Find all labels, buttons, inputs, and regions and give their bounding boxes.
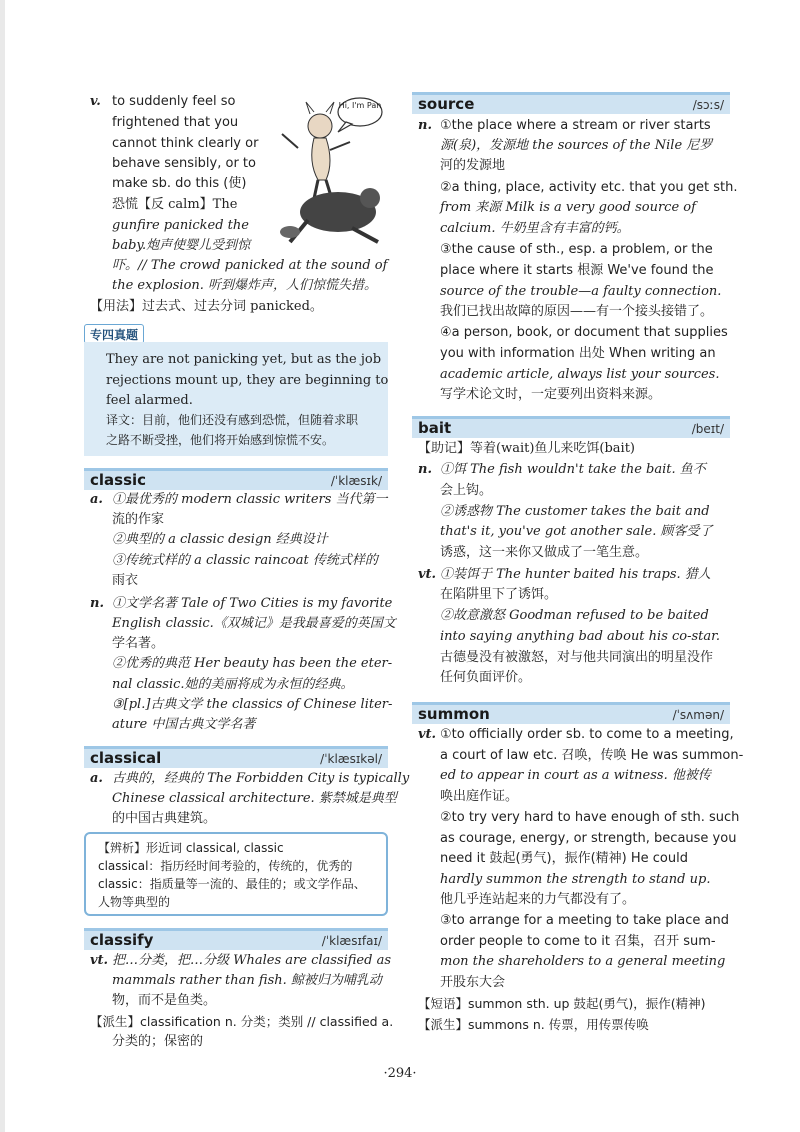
- pan-illustration: [268, 92, 404, 248]
- note-line: classic：指质量等一流的、最佳的；或文学作品、: [98, 877, 366, 891]
- phonetic: /ˈsʌmən/: [672, 708, 724, 722]
- sense-line: 他几乎连站起来的力气都没有了。: [440, 892, 636, 907]
- sense-line: Chinese classical architecture. 紫禁城是典型: [112, 791, 397, 806]
- example-line: 吓。// The crowd panicked at the sound of: [112, 258, 388, 273]
- headword-bar-bait: [412, 416, 730, 438]
- sense-line: from 来源 Milk is a very good source of: [440, 200, 696, 215]
- sense-line: 学名著。: [112, 636, 165, 651]
- sense-line: 雨衣: [112, 573, 139, 588]
- definition-line: frightened that you: [112, 115, 239, 130]
- sense-line: order people to come to it 召集，召开 sum-: [440, 934, 716, 949]
- phonetic: /ˈklæsɪk/: [330, 474, 382, 488]
- pos-label: n.: [418, 118, 432, 133]
- definition-line: cannot think clearly or: [112, 136, 259, 151]
- sense-line: 流的作家: [112, 512, 165, 527]
- sense-line: ature 中国古典文学名著: [112, 717, 256, 732]
- usage-note: 【用法】过去式、过去分词 panicked。: [90, 299, 323, 314]
- pos-label: n.: [90, 596, 104, 611]
- sense-line: ed to appear in court as a witness. 他被传: [440, 768, 711, 783]
- phonetic: /beɪt/: [691, 422, 724, 436]
- sense-line: mammals rather than fish. 鲸被归为哺乳动: [112, 973, 382, 988]
- pos-label: a.: [90, 492, 103, 507]
- headword: source: [418, 95, 475, 113]
- sense-line: ①饵 The fish wouldn't take the bait. 鱼不: [440, 462, 706, 477]
- phonetic: /ˈklæsɪfaɪ/: [321, 934, 382, 948]
- definition-line: to suddenly feel so: [112, 94, 236, 109]
- pos-label: vt.: [90, 953, 109, 968]
- sense-line: source of the trouble—a faulty connection.: [440, 284, 722, 299]
- pos-label: vt.: [418, 567, 437, 582]
- phrase-line: 【短语】summon sth. up 鼓起(勇气)，振作(精神): [418, 996, 706, 1011]
- derived-line: 【派生】summons n. 传票，用传票传唤: [418, 1017, 649, 1032]
- sense-line: ①to officially order sb. to come to a meeting,: [440, 727, 734, 742]
- example-line: the explosion. 听到爆炸声，人们惊慌失措。: [112, 278, 378, 293]
- pos-label: a.: [90, 771, 103, 786]
- sense-line: English classic.《双城记》是我最喜爱的英国文: [112, 616, 396, 631]
- headword-bar-classify: [84, 928, 388, 950]
- definition-line: make sb. do this (使): [112, 176, 247, 191]
- sense-line: as courage, energy, or strength, because you: [440, 831, 737, 846]
- sense-line: 的中国古典建筑。: [112, 811, 217, 826]
- sense-line: 把…分类，把…分级 Whales are classified as: [112, 953, 391, 968]
- sense-line: ①最优秀的 modern classic writers 当代第一: [112, 492, 388, 507]
- sense-line: that's it, you've got another sale. 顾客受了: [440, 524, 713, 539]
- pos-label: n.: [418, 462, 432, 477]
- exam-box: [84, 342, 388, 456]
- sense-line: ②优秀的典范 Her beauty has been the eter-: [112, 656, 393, 671]
- sense-line: ②典型的 a classic design 经典设计: [112, 532, 328, 547]
- headword-bar-summon: [412, 702, 730, 724]
- sense-line: ③to arrange for a meeting to take place and: [440, 913, 729, 928]
- sense-line: ①the place where a stream or river starts: [440, 118, 711, 133]
- exam-line: rejections mount up, they are beginning to: [106, 373, 389, 388]
- definition-line: 恐慌【反 calm】The: [112, 197, 238, 212]
- note-line: 【辨析】形近词 classical, classic: [98, 841, 284, 855]
- sense-line: 在陷阱里下了诱饵。: [440, 587, 558, 602]
- headword-bar-classic: [84, 468, 388, 490]
- sense-line: need it 鼓起(勇气)，振作(精神) He could: [440, 851, 688, 866]
- page-edge: [0, 0, 5, 1132]
- sense-line: 古德曼没有被激怒，对与他共同演出的明星没作: [440, 650, 714, 665]
- sense-line: 诱惑，这一来你又做成了一笔生意。: [440, 545, 649, 560]
- sense-line: ②诱惑物 The customer takes the bait and: [440, 504, 710, 519]
- derived-line: 【派生】classification n. 分类；类别 // classified a.: [90, 1014, 394, 1029]
- note-line: 人物等典型的: [98, 895, 171, 909]
- exam-tag: 专四真题: [84, 324, 144, 344]
- note-line: classical：指历经时间考验的，传统的，优秀的: [98, 859, 353, 873]
- sense-line: 写学术论文时，一定要列出资料来源。: [440, 387, 662, 402]
- derived-line: 分类的；保密的: [112, 1034, 204, 1049]
- sense-line: place where it starts 根源 We've found the: [440, 263, 714, 278]
- headword: classify: [90, 931, 154, 949]
- example-line: gunfire panicked the: [112, 218, 249, 233]
- sense-line: 会上钩。: [440, 483, 493, 498]
- headword-bar-classical: [84, 746, 388, 768]
- sense-line: 开股东大会: [440, 975, 506, 990]
- sense-line: mon the shareholders to a general meeting: [440, 954, 726, 969]
- headword: classical: [90, 749, 162, 767]
- sense-line: ③[pl.]古典文学 the classics of Chinese liter-: [112, 697, 393, 712]
- sense-line: a court of law etc. 召唤，传唤 He was summon-: [440, 748, 744, 763]
- page-number: ·294·: [383, 1066, 417, 1081]
- sense-line: 源(泉)，发源地 the sources of the Nile 尼罗: [440, 138, 713, 153]
- phonetic: /sɔːs/: [692, 98, 724, 112]
- pos-label: v.: [90, 94, 101, 109]
- sense-line: 物，而不是鱼类。: [112, 993, 217, 1008]
- sense-line: ④a person, book, or document that supplies: [440, 325, 728, 340]
- pos-label: vt.: [418, 727, 437, 742]
- exam-line: feel alarmed.: [106, 393, 193, 408]
- sense-line: ②故意激怒 Goodman refused to be baited: [440, 608, 709, 623]
- sense-line: hardly summon the strength to stand up.: [440, 872, 711, 887]
- sense-line: nal classic.她的美丽将成为永恒的经典。: [112, 677, 354, 692]
- exam-translation: 之路不断受挫，他们将开始感到惊慌不安。: [106, 433, 335, 447]
- mnemonic-line: 【助记】等着(wait)鱼儿来吃饵(bait): [418, 441, 636, 456]
- sense-line: 任何负面评价。: [440, 670, 532, 685]
- sense-line: ①装饵于 The hunter baited his traps. 猎人: [440, 567, 711, 582]
- sense-line: 我们已找出故障的原因——有一个接头接错了。: [440, 304, 714, 319]
- headword-bar-source: [412, 92, 730, 114]
- definition-line: behave sensibly, or to: [112, 156, 256, 171]
- sense-line: calcium. 牛奶里含有丰富的钙。: [440, 221, 630, 236]
- sense-line: 唤出庭作证。: [440, 789, 519, 804]
- exam-line: They are not panicking yet, but as the job: [106, 352, 382, 367]
- headword: bait: [418, 419, 452, 437]
- sense-line: ③the cause of sth., esp. a problem, or the: [440, 242, 713, 257]
- sense-line: ①文学名著 Tale of Two Cities is my favorite: [112, 596, 393, 611]
- sense-line: ②a thing, place, activity etc. that you get sth.: [440, 180, 738, 195]
- headword: classic: [90, 471, 147, 489]
- exam-translation: 译文：目前，他们还没有感到恐慌，但随着求职: [106, 413, 359, 427]
- sense-line: ③传统式样的 a classic raincoat 传统式样的: [112, 553, 378, 568]
- sense-line: you with information 出处 When writing an: [440, 346, 716, 361]
- sense-line: academic article, always list your sources.: [440, 367, 720, 382]
- sense-line: into saying anything bad about his co-star.: [440, 629, 721, 644]
- sense-line: 河的发源地: [440, 158, 506, 173]
- speech-bubble-text: Hi, I'm Pan: [338, 101, 382, 110]
- headword: summon: [418, 705, 490, 723]
- sense-line: 古典的，经典的 The Forbidden City is typically: [112, 771, 410, 786]
- sense-line: ②to try very hard to have enough of sth. such: [440, 810, 740, 825]
- phonetic: /ˈklæsɪkəl/: [320, 752, 382, 766]
- example-line: baby.炮声使婴儿受到惊: [112, 238, 251, 253]
- distinction-note-box: [84, 832, 388, 916]
